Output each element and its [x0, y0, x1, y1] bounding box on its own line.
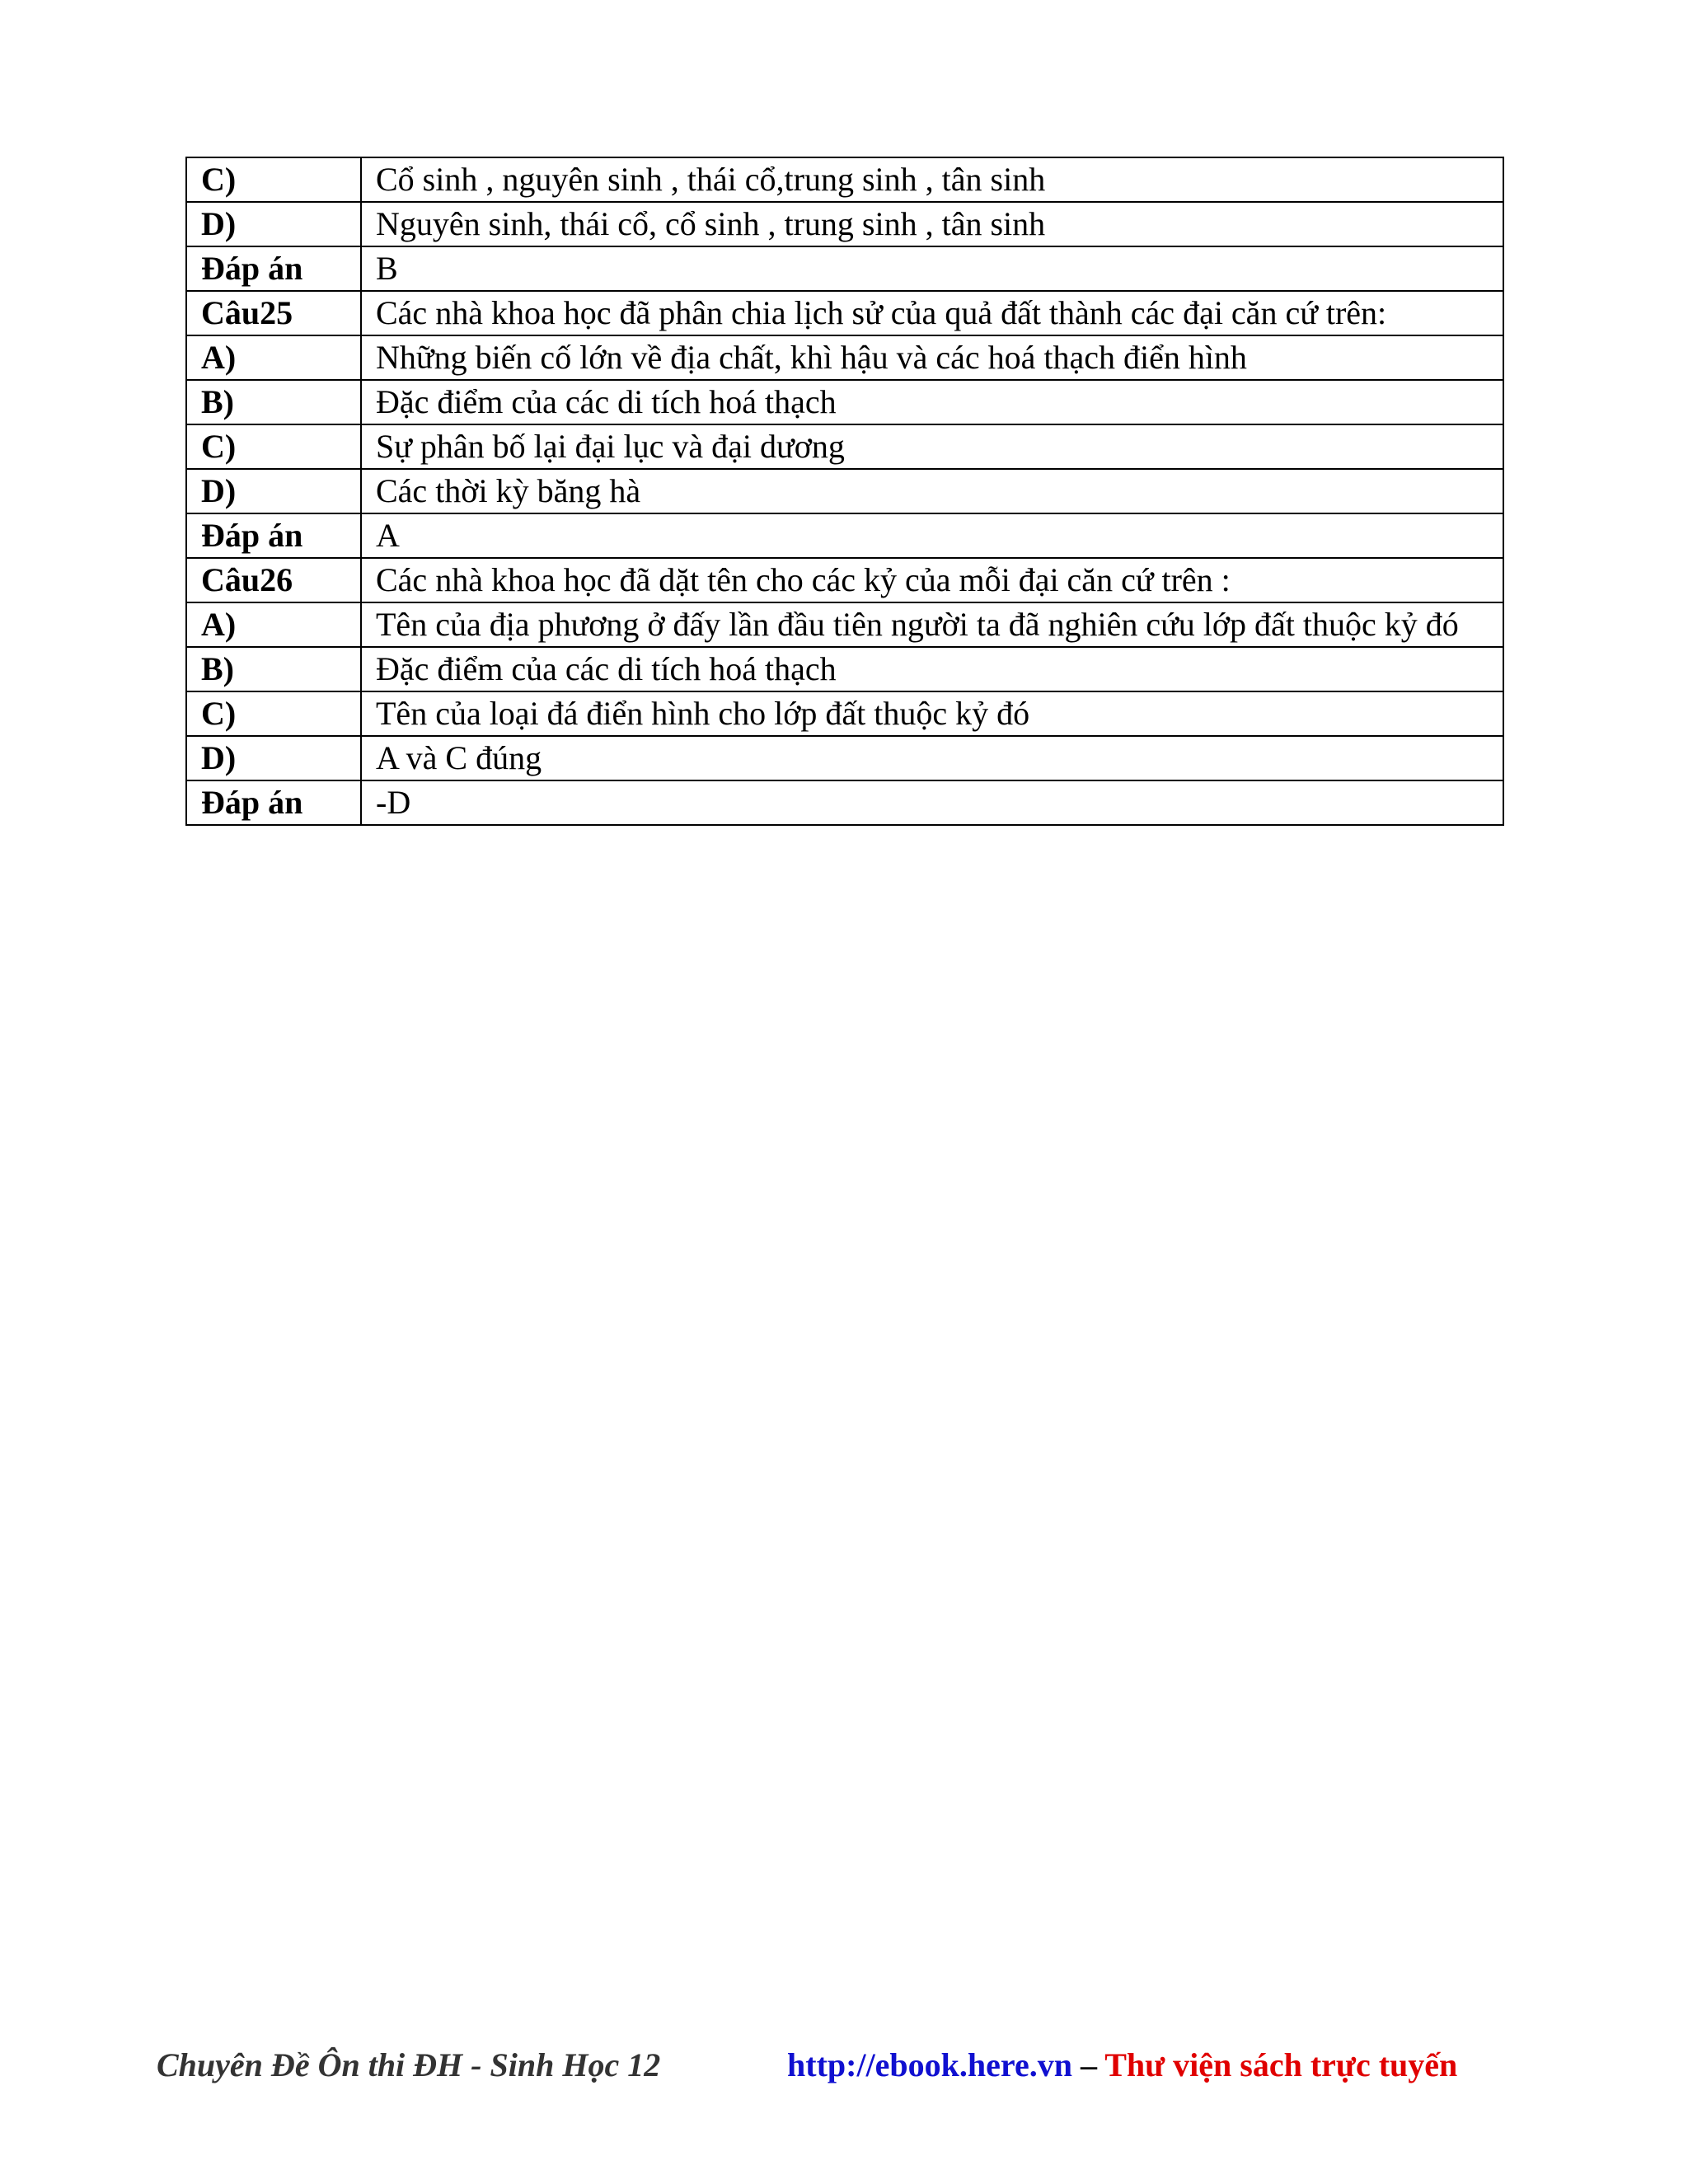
footer-library: Thư viện sách trực tuyến	[1104, 2046, 1458, 2083]
question-table	[185, 157, 1504, 826]
table-row	[186, 424, 1503, 469]
row-label: B)	[186, 647, 361, 691]
question-number: Câu26	[186, 558, 361, 602]
answer-label: Đáp án	[186, 513, 361, 558]
table-row	[186, 291, 1503, 335]
table-row	[186, 647, 1503, 691]
answer-value: -D	[361, 780, 1503, 825]
row-text: Đặc điểm của các di tích hoá thạch	[361, 647, 1503, 691]
question-text: Các nhà khoa học đã phân chia lịch sử của quả đất thành các đại căn cứ trên:	[361, 291, 1503, 335]
row-label: C)	[186, 157, 361, 202]
table-row	[186, 335, 1503, 380]
footer-link[interactable]: http://ebook.here.vn	[787, 2046, 1072, 2083]
footer-title: Chuyên Đề Ôn thi ĐH - Sinh Học 12	[157, 2046, 661, 2083]
row-text: Sự phân bố lại đại lục và đại dương	[361, 424, 1503, 469]
table-row	[186, 602, 1503, 647]
row-label: D)	[186, 736, 361, 780]
row-text: Đặc điểm của các di tích hoá thạch	[361, 380, 1503, 424]
row-text: Tên của loại đá điển hình cho lớp đất thuộc kỷ đó	[361, 691, 1503, 736]
row-label: A)	[186, 602, 361, 647]
answer-value: A	[361, 513, 1503, 558]
table-row	[186, 380, 1503, 424]
row-label: B)	[186, 380, 361, 424]
table-row	[186, 691, 1503, 736]
table-row	[186, 157, 1503, 202]
row-text: Tên của địa phương ở đấy lần đầu tiên người ta đã nghiên cứu lớp đất thuộc kỷ đó	[361, 602, 1503, 647]
row-label: D)	[186, 202, 361, 246]
row-text: Những biến cố lớn về địa chất, khì hậu và các hoá thạch điển hình	[361, 335, 1503, 380]
row-label: D)	[186, 469, 361, 513]
answer-value: B	[361, 246, 1503, 291]
question-number: Câu25	[186, 291, 361, 335]
row-text: A và C đúng	[361, 736, 1503, 780]
row-label: C)	[186, 691, 361, 736]
table-row	[186, 558, 1503, 602]
row-label: C)	[186, 424, 361, 469]
table-row	[186, 469, 1503, 513]
table-row	[186, 736, 1503, 780]
footer-credit	[787, 2041, 1457, 2090]
question-text: Các nhà khoa học đã dặt tên cho các kỷ của mỗi đại căn cứ trên :	[361, 558, 1503, 602]
table-row	[186, 202, 1503, 246]
answer-label: Đáp án	[186, 246, 361, 291]
table-row	[186, 780, 1503, 825]
row-text: Cổ sinh , nguyên sinh , thái cổ,trung sinh , tân sinh	[361, 157, 1503, 202]
page-footer	[0, 2041, 1688, 2090]
table-row	[186, 246, 1503, 291]
row-text: Các thời kỳ băng hà	[361, 469, 1503, 513]
row-label: A)	[186, 335, 361, 380]
answer-label: Đáp án	[186, 780, 361, 825]
footer-dash: –	[1080, 2046, 1097, 2083]
table-row	[186, 513, 1503, 558]
row-text: Nguyên sinh, thái cổ, cổ sinh , trung sinh , tân sinh	[361, 202, 1503, 246]
